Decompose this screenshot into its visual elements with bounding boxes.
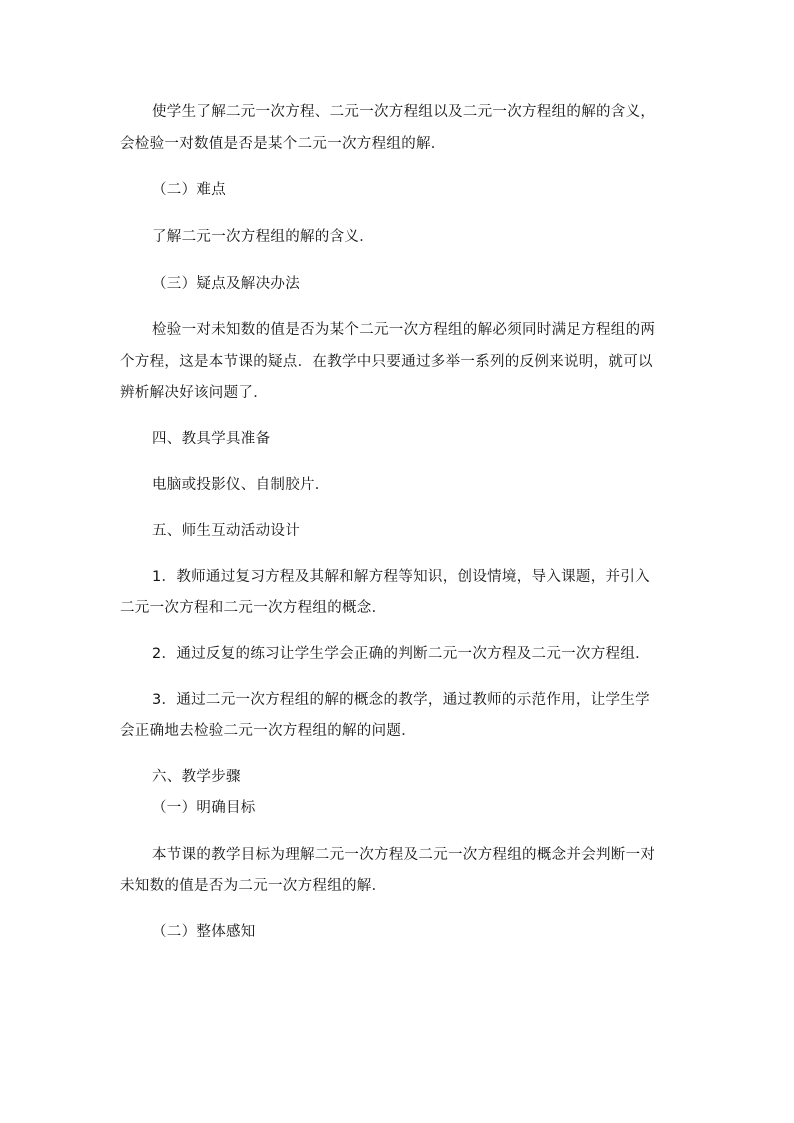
paragraph-line: 使学生了解二元一次方程、二元一次方程组以及二元一次方程组的解的含义，: [152, 104, 656, 120]
paragraph-line: 1．教师通过复习方程及其解和解方程等知识，创设情境，导入课题，并引入: [152, 569, 650, 585]
paragraph-line: 3．通过二元一次方程组的解的概念的教学，通过教师的示范作用，让学生学: [152, 692, 650, 708]
section-heading: （二）难点: [152, 182, 226, 198]
paragraph-line: 个方程，这是本节课的疑点．在教学中只要通过多举一系列的反例来说明，就可以: [120, 354, 653, 370]
section-heading: （一）明确目标: [152, 800, 256, 816]
paragraph-line: 电脑或投影仪、自制胶片．: [152, 477, 330, 493]
paragraph-line: 2．通过反复的练习让学生学会正确的判断二元一次方程及二元一次方程组．: [152, 646, 650, 662]
section-heading: （三）疑点及解决办法: [152, 276, 300, 292]
section-heading: 五、师生互动活动设计: [152, 523, 300, 539]
paragraph-line: 未知数的值是否为二元一次方程组的解．: [120, 878, 387, 894]
section-heading: 四、教具学具准备: [152, 431, 271, 447]
paragraph-line: 二元一次方程和二元一次方程组的概念．: [120, 600, 387, 616]
section-heading: （二）整体感知: [152, 924, 256, 940]
paragraph-line: 会正确地去检验二元一次方程组的解的问题．: [120, 723, 416, 739]
paragraph-line: 辨析解决好该问题了．: [120, 385, 268, 401]
paragraph-line: 检验一对未知数的值是否为某个二元一次方程组的解必须同时满足方程组的两: [152, 322, 656, 338]
section-heading: 六、教学步骤: [152, 769, 241, 785]
paragraph-line: 会检验一对数值是否是某个二元一次方程组的解．: [120, 136, 446, 152]
paragraph-line: 本节课的教学目标为理解二元一次方程及二元一次方程组的概念并会判断一对: [152, 847, 656, 863]
paragraph-line: 了解二元一次方程组的解的含义．: [152, 229, 374, 245]
